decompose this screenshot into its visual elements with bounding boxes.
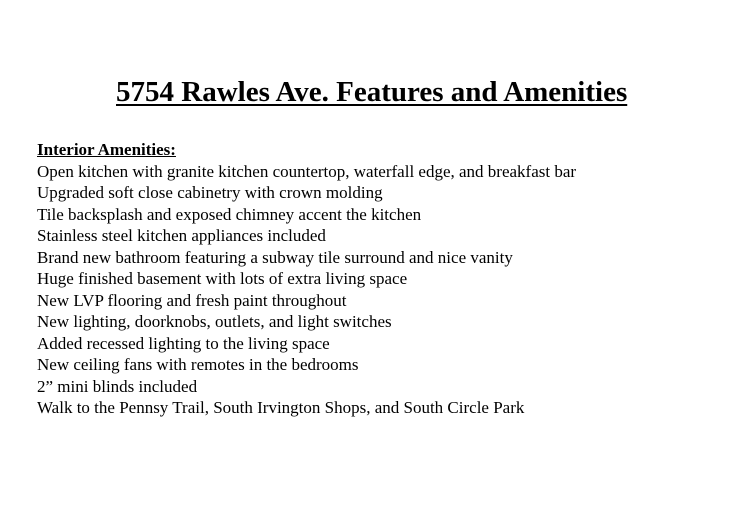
list-item: New ceiling fans with remotes in the bedrooms [37,355,359,374]
list-item: Open kitchen with granite kitchen countertop, waterfall edge, and breakfast bar [37,161,577,181]
interior-amenities-section [37,139,717,419]
list-item: 2” mini blinds included [37,376,198,396]
list-item: Added recessed lighting to the living space [37,333,330,353]
list-item: Huge finished basement with lots of extra living space [37,269,408,288]
list-item: Walk to the Pennsy Trail, South Irvington Shops, and South Circle Park [37,398,525,417]
list-item: New lighting, doorknobs, outlets, and light switches [37,312,392,331]
list-item: Tile backsplash and exposed chimney accent the kitchen [37,204,422,224]
section-heading: Interior Amenities: [37,140,176,159]
list-item: Upgraded soft close cabinetry with crown molding [37,183,383,202]
list-item: Stainless steel kitchen appliances included [37,226,326,245]
document-title: 5754 Rawles Ave. Features and Amenities [116,76,628,108]
list-item: Brand new bathroom featuring a subway tile surround and nice vanity [37,247,513,267]
amenities-list [37,161,717,419]
list-item: New LVP flooring and fresh paint throughout [37,290,347,310]
